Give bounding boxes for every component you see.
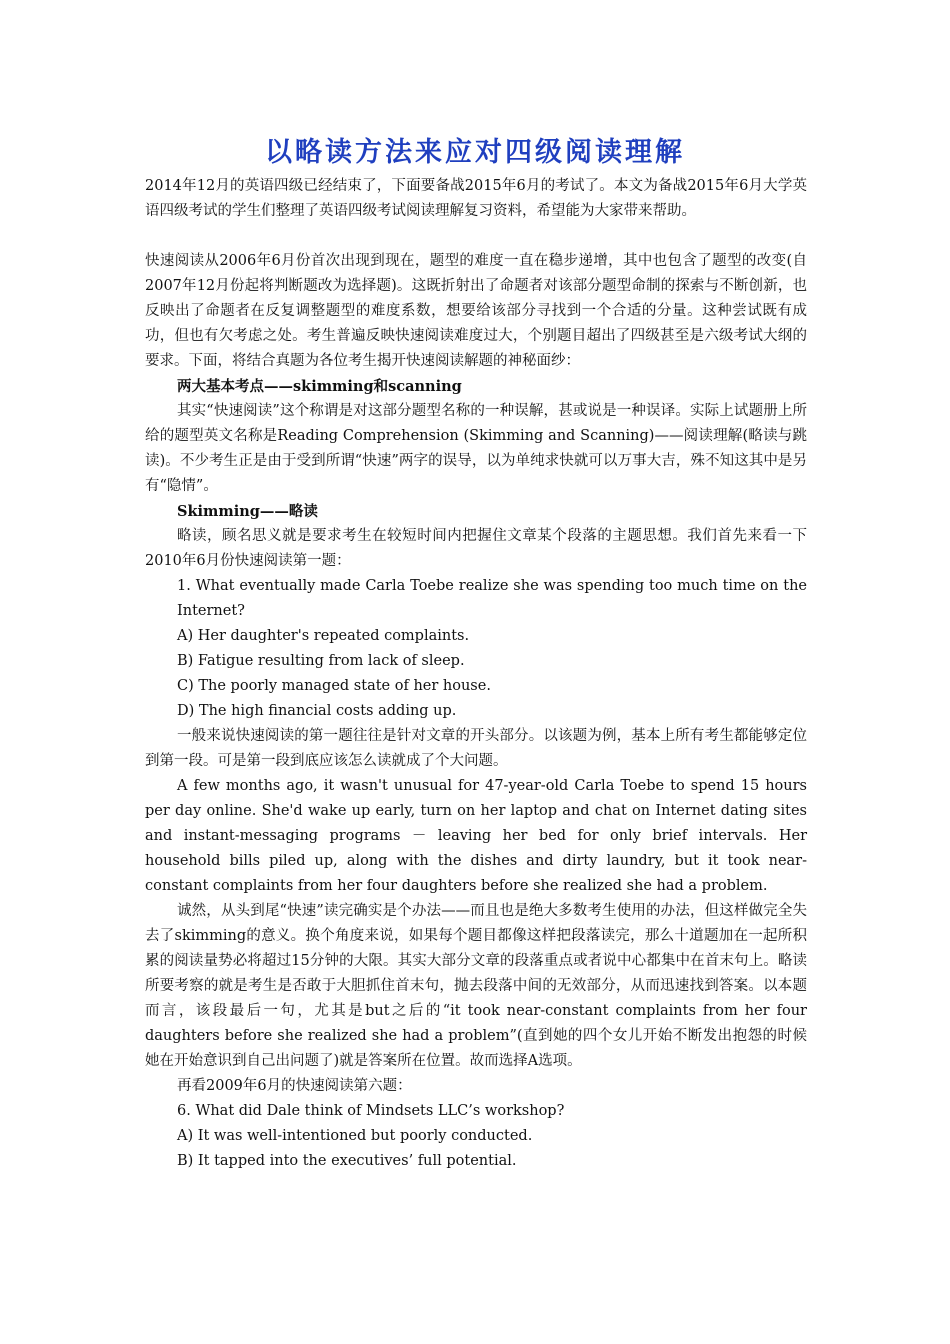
heading-two-points: 两大基本考点——skimming和scanning <box>177 378 462 395</box>
question-1: 1. What eventually made Carla Toebe realize she was spending too much time on the Internet? <box>177 578 807 619</box>
question-6: 6. What did Dale think of Mindsets LLC’s workshop? <box>177 1103 565 1119</box>
question-1-option-a: A) Her daughter's repeated complaints. <box>177 628 470 644</box>
first-question-paragraph: 一般来说快速阅读的第一题往往是针对文章的开头部分。以该题为例，基本上所有考生都能够定位到第一段。可是第一段到底应该怎么读就成了个大问题。 <box>145 728 807 769</box>
misnomer-paragraph: 其实“快速阅读”这个称谓是对这部分题型名称的一种误解，甚或说是一种误译。实际上试题册上所给的题型英文名称是Reading Comprehension (Skimming and Scanning)——阅读理解(略读与跳读)。不少考生正是由于受到所谓“快速”两字的误导，以为单纯求快就可以万事大吉，殊不知这其中是另有“隐情”。 <box>145 403 807 494</box>
next-example-paragraph: 再看2009年6月的快速阅读第六题： <box>177 1078 412 1094</box>
question-1-option-b: B) Fatigue resulting from lack of sleep. <box>177 653 465 669</box>
analysis-paragraph: 诚然，从头到尾“快速”读完确实是个办法——而且也是绝大多数考生使用的办法，但这样做完全失去了skimming的意义。换个角度来说，如果每个题目都像这样把段落读完，那么十道题加在一起所积累的阅读量势必将超过15分钟的大限。其实大部分文章的段落重点或者说中心都集中在首末句上。略读所要考察的就是考生是否敢于大胆抓住首末句，抛去段落中间的无效部分，从而迅速找到答案。以本题而言，该段最后一句，尤其是but之后的“it took near-constant complaints from her four daughters before she realized she had a problem”(直到她的四个女儿开始不断发出抱怨的时候她在开始意识到自己出问题了)就是答案所在位置。故而选择A选项。 <box>145 903 807 1069</box>
page-title: 以略读方法来应对四级阅读理解 <box>265 137 685 168</box>
passage-excerpt: A few months ago, it wasn't unusual for 47-year-old Carla Toebe to spend 15 hours per day online. She'd wake up early, turn on her laptop and chat on Internet dating sites and instant-messaging programs － leaving her bed for only brief intervals. Her household bills piled up, along with the dishes and dirty laundry, but it took near-constant complaints from her four daughters before she realized she had a problem. <box>145 778 807 894</box>
article-body <box>145 174 807 1174</box>
fast-reading-paragraph: 快速阅读从2006年6月份首次出现到现在，题型的难度一直在稳步递增，其中也包含了题型的改变(自2007年12月份起将判断题改为选择题)。这既折射出了命题者对该部分题型命制的探索与不断创新，也反映出了命题者在反复调整题型的难度系数，想要给该部分寻找到一个合适的分量。这种尝试既有成功，但也有欠考虑之处。考生普遍反映快速阅读难度过大，个别题目超出了四级甚至是六级考试大纲的要求。下面，将结合真题为各位考生揭开快速阅读解题的神秘面纱： <box>145 253 807 369</box>
question-1-option-d: D) The high financial costs adding up. <box>177 703 457 719</box>
skimming-paragraph: 略读，顾名思义就是要求考生在较短时间内把握住文章某个段落的主题思想。我们首先来看一下2010年6月份快速阅读第一题： <box>145 528 807 569</box>
paragraph-gap <box>145 224 807 249</box>
question-6-option-b: B) It tapped into the executives’ full potential. <box>177 1153 517 1169</box>
question-1-option-c: C) The poorly managed state of her house. <box>177 678 491 694</box>
intro-paragraph: 2014年12月的英语四级已经结束了，下面要备战2015年6月的考试了。本文为备战2015年6月大学英语四级考试的学生们整理了英语四级考试阅读理解复习资料，希望能为大家带来帮助。 <box>145 178 807 219</box>
question-6-option-a: A) It was well-intentioned but poorly conducted. <box>177 1128 533 1144</box>
heading-skimming: Skimming——略读 <box>177 503 318 520</box>
